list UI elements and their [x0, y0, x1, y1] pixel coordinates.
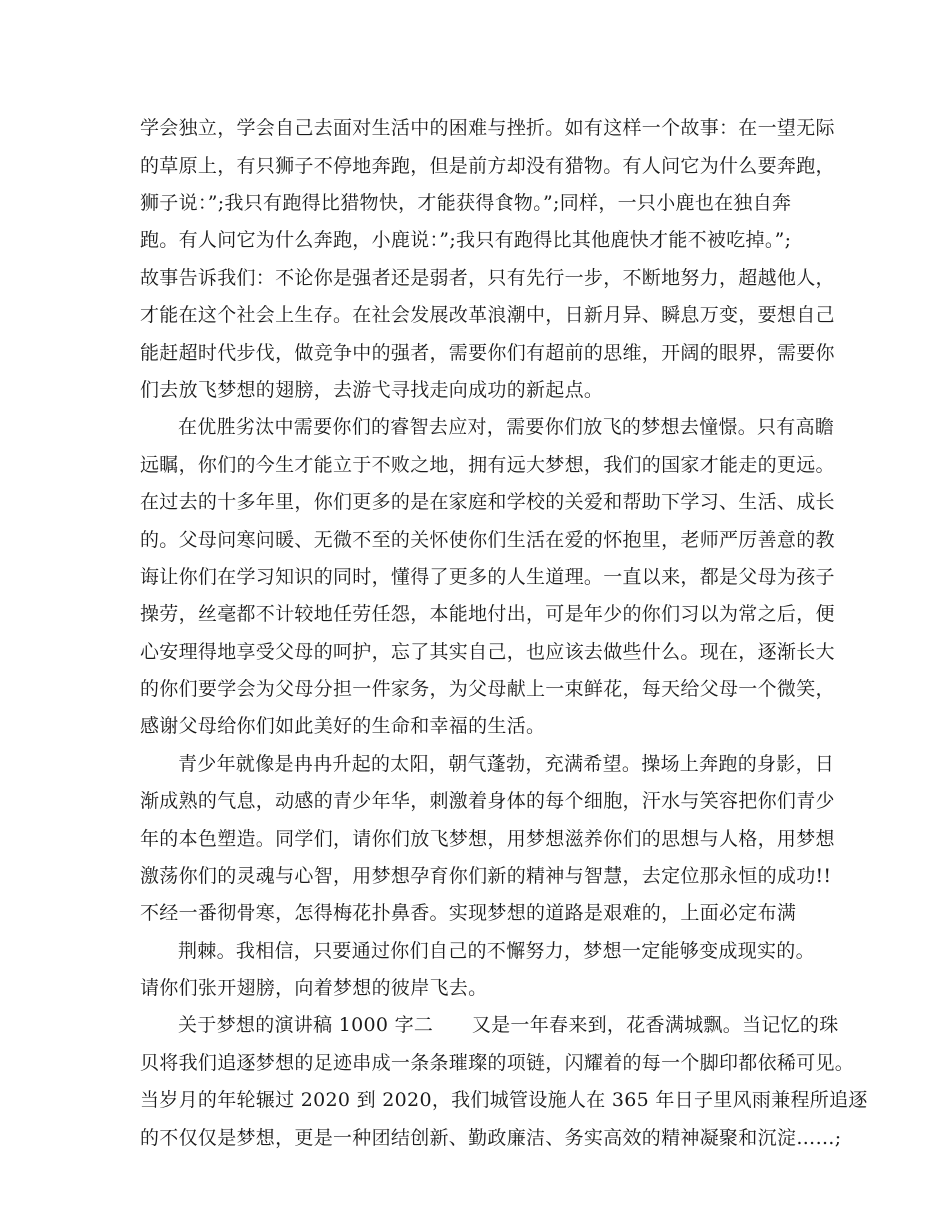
- text-line: 学会独立，学会自己去面对生活中的困难与挫折。如有这样一个故事：在一望无际: [140, 117, 835, 139]
- text-line: 感谢父母给你们如此美好的生命和幸福的生活。: [140, 715, 546, 737]
- text-line: 的不仅仅是梦想，更是一种团结创新、勤政廉洁、务实高效的精神凝聚和沉淀……;: [140, 1127, 842, 1149]
- text-line: 跑。有人问它为什么奔跑，小鹿说：”;我只有跑得比其他鹿快才能不被吃掉。”;: [140, 229, 792, 251]
- text-line: 不经一番彻骨寒，怎得梅花扑鼻香。实现梦想的道路是艰难的，上面必定布满: [140, 902, 797, 924]
- text-line: 贝将我们追逐梦想的足迹串成一条条璀璨的项链，闪耀着的每一个脚印都依稀可见。: [140, 1052, 855, 1074]
- text-line: 的草原上，有只狮子不停地奔跑，但是前方却没有猎物。有人问它为什么要奔跑，: [140, 155, 835, 177]
- text-line: 的你们要学会为父母分担一件家务，为父母献上一束鲜花，每天给父母一个微笑，: [140, 678, 835, 700]
- text-line: 远瞩，你们的今生才能立于不败之地，拥有远大梦想，我们的国家才能走的更远。: [140, 454, 835, 476]
- text-line: 才能在这个社会上生存。在社会发展改革浪潮中，日新月异、瞬息万变，要想自己: [140, 304, 835, 326]
- text-line: 年的本色塑造。同学们，请你们放飞梦想，用梦想滋养你们的思想与人格，用梦想: [140, 828, 835, 850]
- paragraph-first-line: 关于梦想的演讲稿 1000 字二 又是一年春来到，花香满城飘。当记忆的珠: [178, 1014, 839, 1036]
- text-line: 激荡你们的灵魂与心智，用梦想孕育你们新的精神与智慧，去定位那永恒的成功!!: [140, 865, 832, 887]
- text-line: 当岁月的年轮辗过 2020 到 2020，我们城管设施人在 365 年日子里风雨兼程所追逐: [140, 1089, 868, 1111]
- paragraph-first-line: 青少年就像是冉冉升起的太阳，朝气蓬勃，充满希望。操场上奔跑的身影，日: [178, 753, 835, 775]
- text-line: 操劳，丝毫都不计较地任劳任怨，本能地付出，可是年少的你们习以为常之后，便: [140, 603, 835, 625]
- text-line: 狮子说：”;我只有跑得比猎物快，才能获得食物。”;同样，一只小鹿也在独自奔: [140, 192, 792, 214]
- text-line: 故事告诉我们：不论你是强者还是弱者，只有先行一步，不断地努力，超越他人，: [140, 267, 835, 289]
- text-line: 渐成熟的气息，动感的青少年华，刺激着身体的每个细胞，汗水与笑容把你们青少: [140, 790, 835, 812]
- paragraph-first-line: 荆棘。我相信，只要通过你们自己的不懈努力，梦想一定能够变成现实的。: [178, 940, 815, 962]
- text-line: 诲让你们在学习知识的同时，懂得了更多的人生道理。一直以来，都是父母为孩子: [140, 566, 835, 588]
- text-line: 在过去的十多年里，你们更多的是在家庭和学校的关爱和帮助下学习、生活、成长: [140, 491, 835, 513]
- paragraph-first-line: 在优胜劣汰中需要你们的睿智去应对，需要你们放飞的梦想去憧憬。只有高瞻: [178, 416, 835, 438]
- text-line: 心安理得地享受父母的呵护，忘了其实自己，也应该去做些什么。现在，逐渐长大: [140, 641, 835, 663]
- text-line: 的。父母问寒问暖、无微不至的关怀使你们生活在爱的怀抱里，老师严厉善意的教: [140, 529, 835, 551]
- text-line: 能赶超时代步伐，做竞争中的强者，需要你们有超前的思维，开阔的眼界，需要你: [140, 342, 835, 364]
- text-line: 们去放飞梦想的翅膀，去游弋寻找走向成功的新起点。: [140, 379, 604, 401]
- text-line: 请你们张开翅膀，向着梦想的彼岸飞去。: [140, 977, 488, 999]
